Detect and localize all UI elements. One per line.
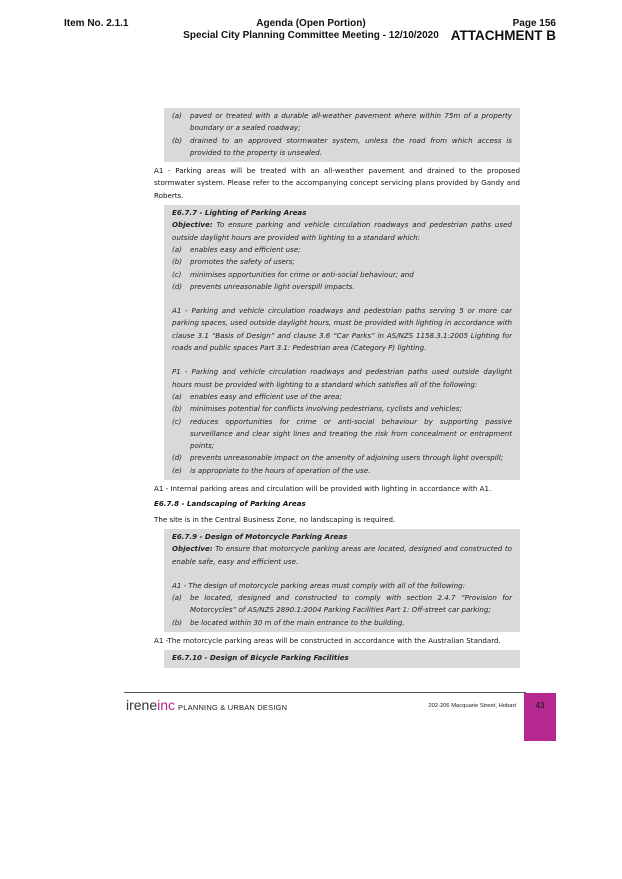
list-item: (c) reduces opportunities for crime or anti-social behaviour by supporting passive surveillance and clear sight lines and treating the risk from concealment or entrapment points; <box>172 416 512 451</box>
list-item: (a) paved or treated with a durable all-weather pavement where within 75m of a property boundary or a sealed roadway; <box>172 111 512 133</box>
list-item: (a) enables easy and efficient use of the area; <box>172 391 342 401</box>
acceptable-solution: A1 - Parking and vehicle circulation roadways and pedestrian paths serving 5 or more car parking spaces, used outside daylight hours, must be provided with lighting in accordance with clause 3.1 “Basis of Design” and clause 3.6 “Car Parks” in AS/NZS 1158.3.1:2005 Lighting for roads and public spaces Part 3.1: Pedestrian area (Category P) lighting. <box>172 306 512 353</box>
list-item: (b) drained to an approved stormwater system, unless the road from which access is provided to the property is unsealed. <box>172 135 512 157</box>
objective: Objective: To ensure that motorcycle parking areas are located, designed and constructed to enable safe, easy and efficient use. <box>172 544 512 566</box>
acceptable-solution: A1 - The design of motorcycle parking areas must comply with all of the following: <box>172 580 465 590</box>
attachment-label: ATTACHMENT B <box>450 28 556 43</box>
objective: Objective: To ensure parking and vehicle circulation roadways and pedestrian paths used outside daylight hours are provided with lighting to a standard which: <box>172 220 512 242</box>
document-body <box>154 108 520 668</box>
list-item: (a) be located, designed and constructed to comply with section 2.4.7 “Provision for Motorcycles” of AS/NZS 2890.1:2004 Parking Facilities Part 1: Off-street car parking; <box>172 593 512 615</box>
response-paragraph: The site is in the Central Business Zone, no landscaping is required. <box>154 514 396 524</box>
section-heading: E6.7.7 - Lighting of Parking Areas <box>172 208 307 218</box>
list-item: (b) promotes the safety of users; <box>172 257 295 267</box>
footer-address: 202-206 Macquarie Street, Hobart <box>428 703 516 709</box>
list-item: (b) be located within 30 m of the main entrance to the building. <box>172 617 405 627</box>
performance-criteria: P1 - Parking and vehicle circulation roadways and pedestrian paths used outside daylight hours must be provided with lighting to a standard which satisfies all of the following: <box>172 367 512 389</box>
list-item: (b) minimises potential for conflicts involving pedestrians, cyclists and vehicles; <box>172 404 462 414</box>
standard-box-motorcycle <box>164 529 520 632</box>
standard-box-lighting <box>164 205 520 480</box>
page-header <box>451 18 556 42</box>
list-item: (a) enables easy and efficient use; <box>172 244 301 254</box>
list-item: (d) prevents unreasonable impact on the amenity of adjoining users through light overspill; <box>172 453 504 463</box>
response-paragraph: A1 - Parking areas will be treated with an all-weather pavement and drained to the proposed stormwater system. Please refer to the accompanying concept servicing plans provided by Gandy and Roberts. <box>154 166 520 200</box>
standard-box-bicycle <box>164 650 520 667</box>
response-paragraph: A1 - Internal parking areas and circulation will be provided with lighting in accordance with A1. <box>154 484 492 494</box>
criteria-list <box>172 391 512 477</box>
section-heading: E6.7.10 - Design of Bicycle Parking Facilities <box>172 653 349 663</box>
meeting-title: Special City Planning Committee Meeting - 12/10/2020 <box>183 30 439 41</box>
page-number: 43 <box>524 693 556 741</box>
response-paragraph: A1 -The motorcycle parking areas will be constructed in accordance with the Australian Standard. <box>154 635 501 645</box>
footer-divider <box>124 692 526 693</box>
list-item: (d) prevents unreasonable light overspill impacts. <box>172 281 355 291</box>
brand-tagline: PLANNING & URBAN DESIGN <box>178 703 288 712</box>
agenda-title: Agenda (Open Portion) <box>256 18 366 29</box>
requirement-list <box>172 592 512 629</box>
standard-box-access <box>164 108 520 162</box>
item-number: Item No. 2.1.1 <box>64 18 129 29</box>
list-item: (c) minimises opportunities for crime or anti-social behaviour; and <box>172 269 414 279</box>
section-heading: E6.7.8 - Landscaping of Parking Areas <box>154 499 306 509</box>
brand-logo: ireneinc PLANNING & URBAN DESIGN <box>126 697 288 713</box>
section-heading: E6.7.9 - Design of Motorcycle Parking Areas <box>172 531 348 541</box>
list-item: (e) is appropriate to the hours of operation of the use. <box>172 465 371 475</box>
objective-list <box>172 244 512 293</box>
page-label: Page 156 <box>512 18 556 29</box>
